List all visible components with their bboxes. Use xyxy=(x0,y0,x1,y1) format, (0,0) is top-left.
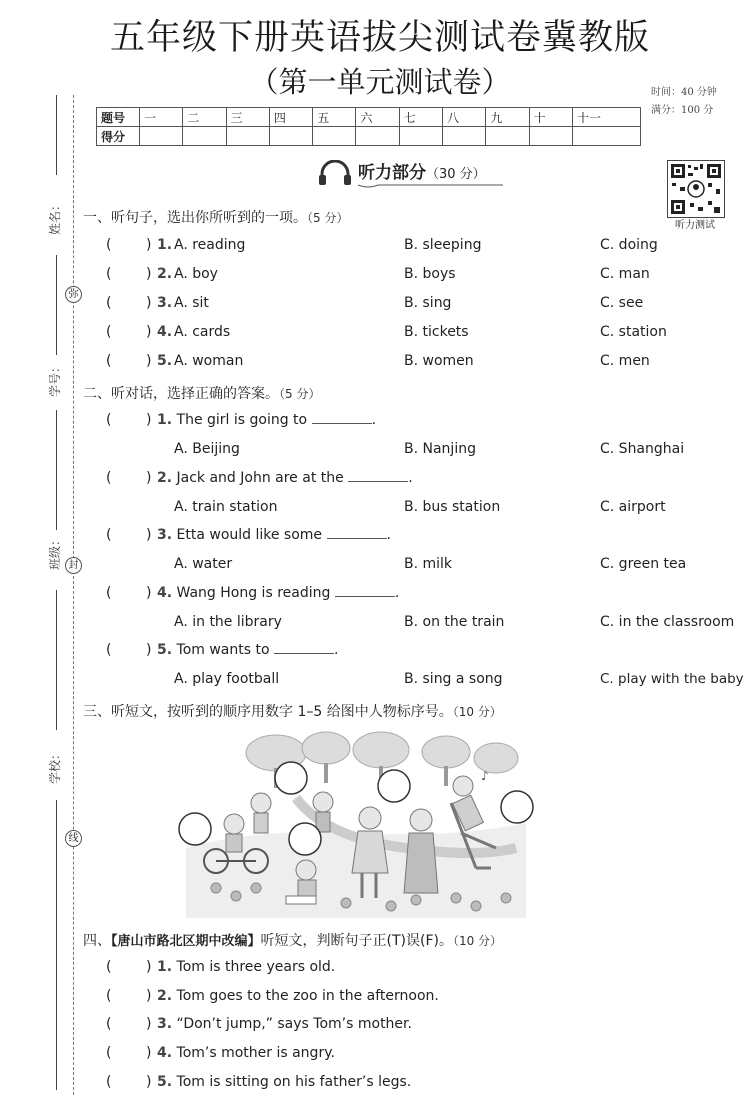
answer-paren-close: ) xyxy=(146,959,152,975)
option-c: C. see xyxy=(600,295,644,311)
score-cell[interactable] xyxy=(486,127,529,146)
option-c: C. Shanghai xyxy=(600,441,685,457)
statement-text: Tom is three years old. xyxy=(176,959,336,975)
option-c: C. play with the baby xyxy=(600,671,744,687)
option-c: C. man xyxy=(600,266,650,282)
answer-paren-close: ) xyxy=(146,988,152,1004)
statement-text: Tom goes to the zoo in the afternoon. xyxy=(176,988,439,1004)
binder-rule xyxy=(56,590,57,730)
question-number: 3. xyxy=(157,295,173,311)
option-a: A. woman xyxy=(174,353,244,369)
section4-source: 【唐山市路北区期中改编】 xyxy=(111,934,261,949)
score-cell[interactable] xyxy=(356,127,399,146)
question-number: 3. xyxy=(157,1016,173,1032)
answer-paren-open: ( xyxy=(106,527,112,543)
question-number: 2. xyxy=(157,266,173,282)
answer-paren-open: ( xyxy=(106,1016,112,1032)
qr-label: 听力测试 xyxy=(675,220,715,231)
section2-points: （5 分） xyxy=(279,387,321,401)
score-cell[interactable] xyxy=(399,127,442,146)
qr-code-icon[interactable] xyxy=(667,160,725,218)
option-a: A. train station xyxy=(174,499,278,515)
score-cell[interactable] xyxy=(443,127,486,146)
section4-prefix: 四、 xyxy=(83,933,111,949)
answer-paren-open: ( xyxy=(106,295,112,311)
option-a: A. cards xyxy=(174,324,231,340)
score-table-score-label: 得分 xyxy=(97,127,140,146)
answer-paren-open: ( xyxy=(106,959,112,975)
score-cell[interactable] xyxy=(313,127,356,146)
score-col: 十 xyxy=(529,108,572,127)
question-row: 3. Etta would like some . xyxy=(157,527,391,543)
section4-title: 听短文，判断句子正(T)误(F)。 xyxy=(260,933,453,949)
option-c: C. airport xyxy=(600,499,666,515)
answer-paren-close: ) xyxy=(146,324,152,340)
question-number: 4. xyxy=(157,585,173,601)
question-text: The girl is going to xyxy=(176,412,308,428)
score-table-header-label: 题号 xyxy=(97,108,140,127)
svg-text:♪: ♪ xyxy=(481,769,489,783)
section4-points: （10 分） xyxy=(452,934,503,948)
statement-row xyxy=(157,1016,412,1032)
statement-text: “Don’t jump,” says Tom’s mother. xyxy=(176,1016,412,1032)
binder-class-label: 班级： xyxy=(48,533,62,570)
question-number: 5. xyxy=(157,353,173,369)
question-text: Wang Hong is reading xyxy=(176,585,331,601)
question-number: 1. xyxy=(157,412,173,428)
answer-paren-open: ( xyxy=(106,353,112,369)
answer-paren-close: ) xyxy=(146,470,152,486)
option-c: C. doing xyxy=(600,237,658,253)
park-scene-illustration xyxy=(176,728,536,920)
option-c: C. station xyxy=(600,324,667,340)
option-b: B. sing a song xyxy=(404,671,503,687)
score-col: 一 xyxy=(140,108,183,127)
question-text: Tom wants to xyxy=(176,642,270,658)
seal-mark-feng: 封 xyxy=(65,557,82,574)
score-cell[interactable] xyxy=(572,127,640,146)
answer-paren-open: ( xyxy=(106,1074,112,1090)
question-number: 4. xyxy=(157,324,173,340)
score-col: 七 xyxy=(399,108,442,127)
question-row: 5. Tom wants to . xyxy=(157,642,339,658)
score-col: 四 xyxy=(269,108,312,127)
option-b: B. on the train xyxy=(404,614,505,630)
answer-paren-close: ) xyxy=(146,353,152,369)
answer-paren-open: ( xyxy=(106,237,112,253)
statement-row xyxy=(157,1074,411,1090)
statement-row xyxy=(157,1045,335,1061)
binder-rule xyxy=(56,410,57,530)
question-number: 2. xyxy=(157,470,173,486)
option-b: B. women xyxy=(404,353,474,369)
section2-title: 二、听对话，选择正确的答案。 xyxy=(83,386,279,402)
question-number: 3. xyxy=(157,527,173,543)
question-number: 1. xyxy=(157,237,173,253)
listening-points: （30 分） xyxy=(426,167,486,182)
answer-paren-open: ( xyxy=(106,470,112,486)
page-title: 五年级下册英语拔尖测试卷冀教版 xyxy=(109,18,650,58)
option-b: B. sing xyxy=(404,295,452,311)
question-text: Etta would like some xyxy=(176,527,323,543)
seal-mark-mi: 弥 xyxy=(65,286,82,303)
score-col: 八 xyxy=(443,108,486,127)
question-number: 5. xyxy=(157,642,173,658)
option-b: B. sleeping xyxy=(404,237,482,253)
answer-blank[interactable] xyxy=(274,643,334,654)
answer-blank[interactable] xyxy=(312,413,372,424)
answer-paren-close: ) xyxy=(146,585,152,601)
score-cell[interactable] xyxy=(529,127,572,146)
section1-points: （5 分） xyxy=(307,211,349,225)
binding-dashed-line xyxy=(73,95,74,1095)
binder-rule xyxy=(56,800,57,1090)
question-text: Jack and John are at the xyxy=(176,470,344,486)
score-cell[interactable] xyxy=(183,127,226,146)
answer-paren-open: ( xyxy=(106,324,112,340)
answer-paren-close: ) xyxy=(146,1074,152,1090)
answer-paren-open: ( xyxy=(106,266,112,282)
answer-paren-open: ( xyxy=(106,412,112,428)
answer-paren-open: ( xyxy=(106,642,112,658)
option-a: A. in the library xyxy=(174,614,282,630)
option-a: A. Beijing xyxy=(174,441,240,457)
answer-paren-close: ) xyxy=(146,1016,152,1032)
option-a: A. play football xyxy=(174,671,280,687)
option-a: A. boy xyxy=(174,266,218,282)
binder-name-label: 姓名： xyxy=(48,198,62,235)
exam-full-score: 满分：100 分 xyxy=(651,105,714,116)
question-row: 4. Wang Hong is reading . xyxy=(157,585,400,601)
section1-heading xyxy=(83,207,348,227)
score-cell[interactable] xyxy=(140,127,183,146)
score-cell[interactable] xyxy=(226,127,269,146)
option-c: C. green tea xyxy=(600,556,687,572)
question-row: 2. Jack and John are at the . xyxy=(157,470,413,486)
answer-blank[interactable] xyxy=(348,471,408,482)
section3-points: （10 分） xyxy=(452,705,502,719)
binder-school-label: 学校： xyxy=(48,747,62,784)
statement-row xyxy=(157,959,335,975)
answer-paren-open: ( xyxy=(106,585,112,601)
option-b: B. bus station xyxy=(404,499,501,515)
answer-paren-close: ) xyxy=(146,1045,152,1061)
option-a: A. sit xyxy=(174,295,209,311)
statement-text: Tom’s mother is angry. xyxy=(176,1045,335,1061)
question-row: 1. The girl is going to . xyxy=(157,412,377,428)
page-subtitle: （第一单元测试卷） xyxy=(249,65,511,99)
statement-row xyxy=(157,988,439,1004)
statement-text: Tom is sitting on his father’s legs. xyxy=(176,1074,412,1090)
answer-paren-close: ) xyxy=(146,642,152,658)
section4-heading xyxy=(83,930,502,950)
question-number: 1. xyxy=(157,959,173,975)
headphone-icon xyxy=(318,160,352,186)
seal-mark-xian: 线 xyxy=(65,830,82,847)
option-b: B. milk xyxy=(404,556,453,572)
question-number: 2. xyxy=(157,988,173,1004)
score-cell[interactable] xyxy=(269,127,312,146)
section3-heading xyxy=(83,701,502,721)
listening-title-text: 听力部分 xyxy=(358,163,426,183)
answer-paren-close: ) xyxy=(146,237,152,253)
option-b: B. tickets xyxy=(404,324,469,340)
section2-heading xyxy=(83,383,320,403)
question-number: 5. xyxy=(157,1074,173,1090)
option-c: C. in the classroom xyxy=(600,614,735,630)
option-a: A. water xyxy=(174,556,233,572)
score-table xyxy=(96,107,641,146)
score-col: 二 xyxy=(183,108,226,127)
binder-rule xyxy=(56,255,57,355)
score-col: 十一 xyxy=(572,108,640,127)
option-b: B. Nanjing xyxy=(404,441,476,457)
score-col: 五 xyxy=(313,108,356,127)
listening-underline xyxy=(358,180,503,190)
question-number: 4. xyxy=(157,1045,173,1061)
score-col: 九 xyxy=(486,108,529,127)
section1-title: 一、听句子，选出你所听到的一项。 xyxy=(83,210,307,226)
answer-blank[interactable] xyxy=(335,586,395,597)
answer-blank[interactable] xyxy=(327,528,387,539)
binder-student-id-label: 学号： xyxy=(48,360,62,397)
answer-paren-close: ) xyxy=(146,266,152,282)
binder-rule xyxy=(56,95,57,175)
option-c: C. men xyxy=(600,353,650,369)
answer-paren-open: ( xyxy=(106,1045,112,1061)
score-col: 六 xyxy=(356,108,399,127)
exam-time: 时间：40 分钟 xyxy=(651,87,717,98)
answer-paren-open: ( xyxy=(106,988,112,1004)
answer-paren-close: ) xyxy=(146,295,152,311)
option-b: B. boys xyxy=(404,266,456,282)
section3-title: 三、听短文，按听到的顺序用数字 1–5 给图中人物标序号。 xyxy=(83,704,453,720)
option-a: A. reading xyxy=(174,237,246,253)
score-col: 三 xyxy=(226,108,269,127)
answer-paren-close: ) xyxy=(146,412,152,428)
answer-paren-close: ) xyxy=(146,527,152,543)
